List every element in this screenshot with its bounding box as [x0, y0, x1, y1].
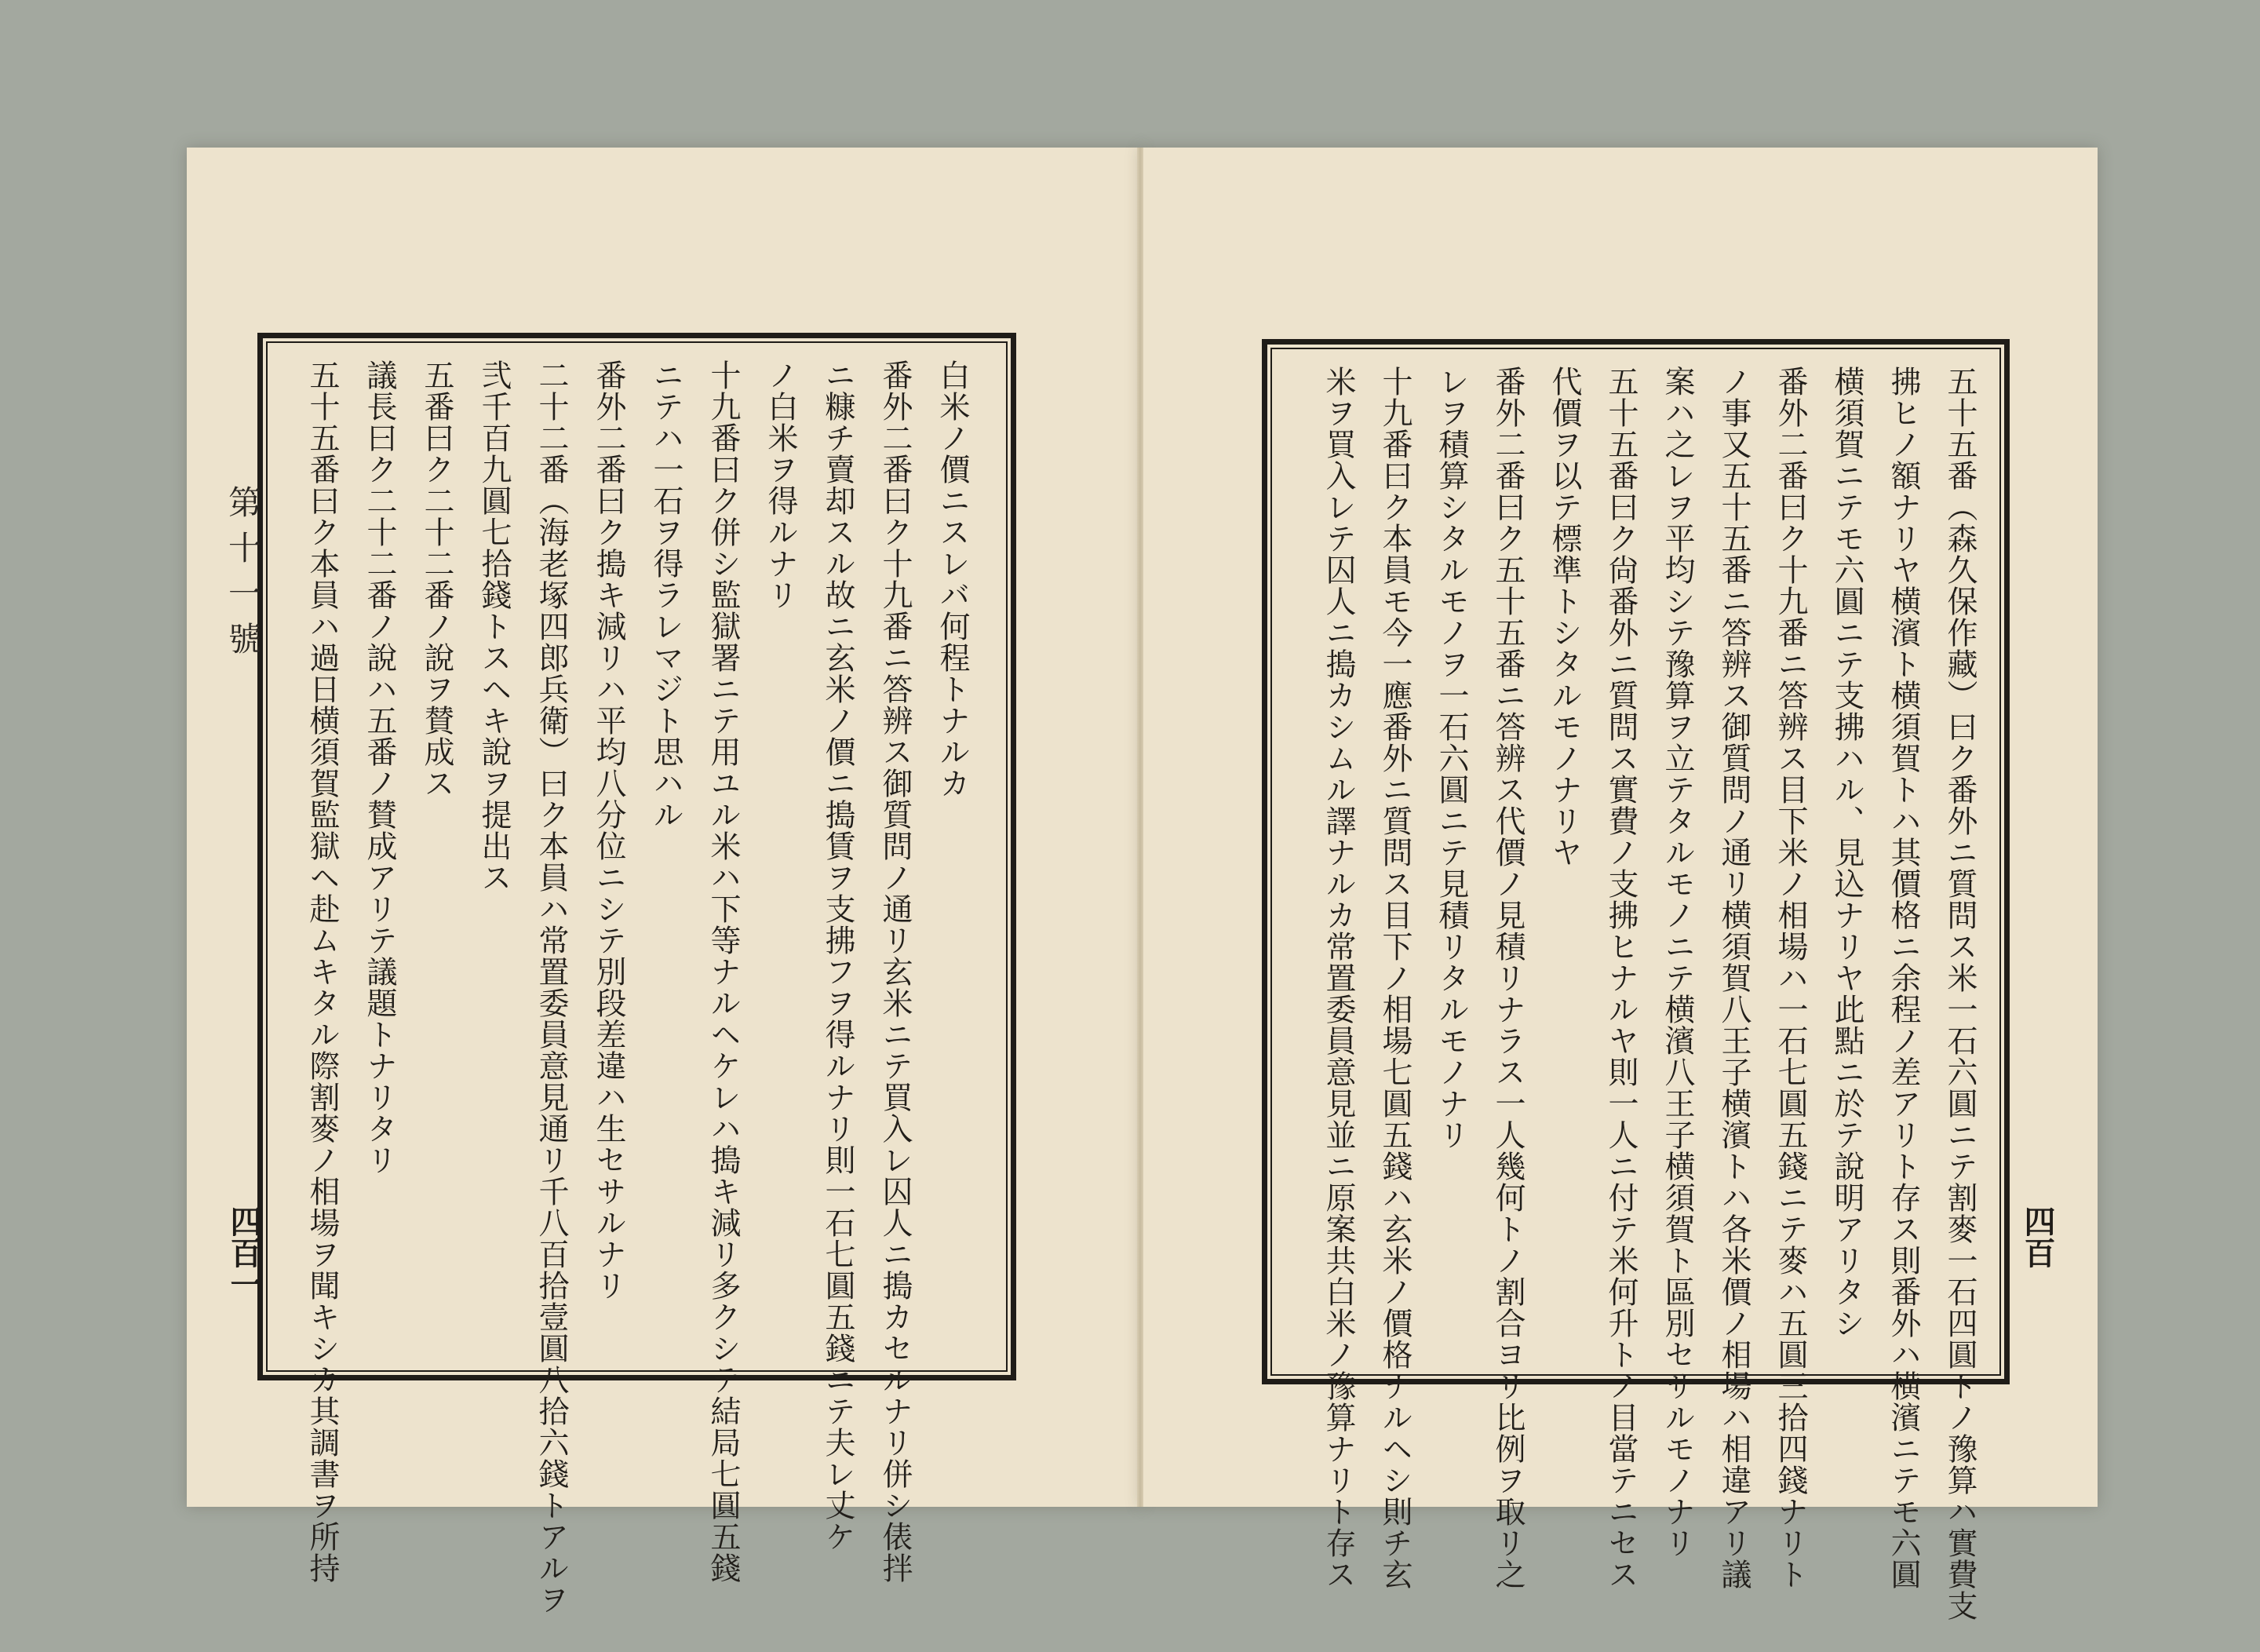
- text-column: 白米ノ價ニスレバ何程トナルカ: [935, 359, 970, 799]
- text-column: 二十二番（海老塚四郎兵衛）曰ク本員ハ常置委員意見通リ千八百拾壹圓八拾六錢トアルヲ: [534, 359, 569, 1615]
- text-column: 弐千百九圓七拾錢トスヘキ說ヲ提出ス: [476, 359, 512, 893]
- text-column: ニ糠チ賣却スル故ニ玄米ノ價ニ搗賃ヲ支拂フヲ得ルナリ則一石七圓五錢ニテ夫レ丈ケ: [820, 359, 855, 1552]
- text-column: 横須賀ニテモ六圓ニテ支拂ハル、見込ナリヤ此點ニ於テ說明アリタシ: [1829, 366, 1864, 1339]
- page-number-right: 四百: [2019, 1205, 2056, 1268]
- issue-header: 第十一號: [224, 485, 262, 667]
- text-column: 番外二番曰ク五十五番ニ答辨ス代價ノ見積リナラス一人幾何トノ割合ヨリ比例ヲ取リ之: [1490, 366, 1526, 1590]
- text-column: 五十五番曰ク尙番外ニ質問ス實費ノ支拂ヒナルヤ則一人ニ付テ米何升トノ目當テニセス: [1603, 366, 1638, 1590]
- text-column: 五十五番（森久保作藏）曰ク番外ニ質問ス米一石六圓ニテ割麥一石四圓トノ豫算ハ實費支: [1942, 366, 1978, 1621]
- text-column: ニテハ一石ヲ得ラレマジト思ハル: [648, 359, 683, 830]
- text-column: ノ白米ヲ得ルナリ: [763, 359, 798, 611]
- page-number-left: 四百一: [225, 1205, 262, 1300]
- text-column: 代價ヲ以テ標準トシタルモノナリヤ: [1547, 366, 1582, 868]
- text-column: 拂ヒノ額ナリヤ横濱ト横須賀トハ其價格ニ余程ノ差アリト存ス則番外ハ横濱ニテモ六圓: [1886, 366, 1921, 1590]
- text-column: 十九番曰ク併シ監獄署ニテ用ユル米ハ下等ナルヘケレハ搗キ減リ多クシテ結局七圓五錢: [705, 359, 741, 1584]
- text-column: 十九番曰ク本員モ今一應番外ニ質問ス目下ノ相場七圓五錢ハ玄米ノ價格ナルヘシ則チ玄: [1377, 366, 1412, 1590]
- text-column: レヲ積算シタルモノヲ一石六圓ニテ見積リタルモノナリ: [1434, 366, 1469, 1151]
- text-column: 番外二番曰ク十九番ニ答辨ス御質問ノ通リ玄米ニテ買入レ囚人ニ搗カセルナリ併シ俵拌: [877, 359, 913, 1584]
- text-column: 案ハ之レヲ平均シテ豫算ヲ立テタルモノニテ横濱八王子横須賀ト區別セサルモノナリ: [1660, 366, 1695, 1559]
- text-column: 五番曰ク二十二番ノ說ヲ賛成ス: [419, 359, 454, 799]
- text-column: 五十五番曰ク本員ハ過日横須賀監獄ヘ赴ムキタル際割麥ノ相場ヲ聞キシカ其調書ヲ所持: [304, 359, 340, 1584]
- text-column: 議長曰ク二十二番ノ說ハ五番ノ賛成アリテ議題トナリタリ: [362, 359, 397, 1176]
- text-column: ノ事又五十五番ニ答辨ス御質問ノ通リ横須賀八王子横濱トハ各米價ノ相場ハ相違アリ議: [1716, 366, 1752, 1590]
- text-column: 番外二番曰ク搗キ減リハ平均八分位ニシテ別段差違ハ生セサルナリ: [591, 359, 626, 1301]
- book-gutter: [1137, 148, 1143, 1507]
- text-column: 番外二番曰ク十九番ニ答辨ス目下米ノ相場ハ一石七圓五錢ニテ麥ハ五圓三拾四錢ナリト: [1773, 366, 1808, 1590]
- text-column: 米ヲ買入レテ囚人ニ搗カシムル譯ナルカ常置委員意見並ニ原案共白米ノ豫算ナリト存ス: [1321, 366, 1356, 1590]
